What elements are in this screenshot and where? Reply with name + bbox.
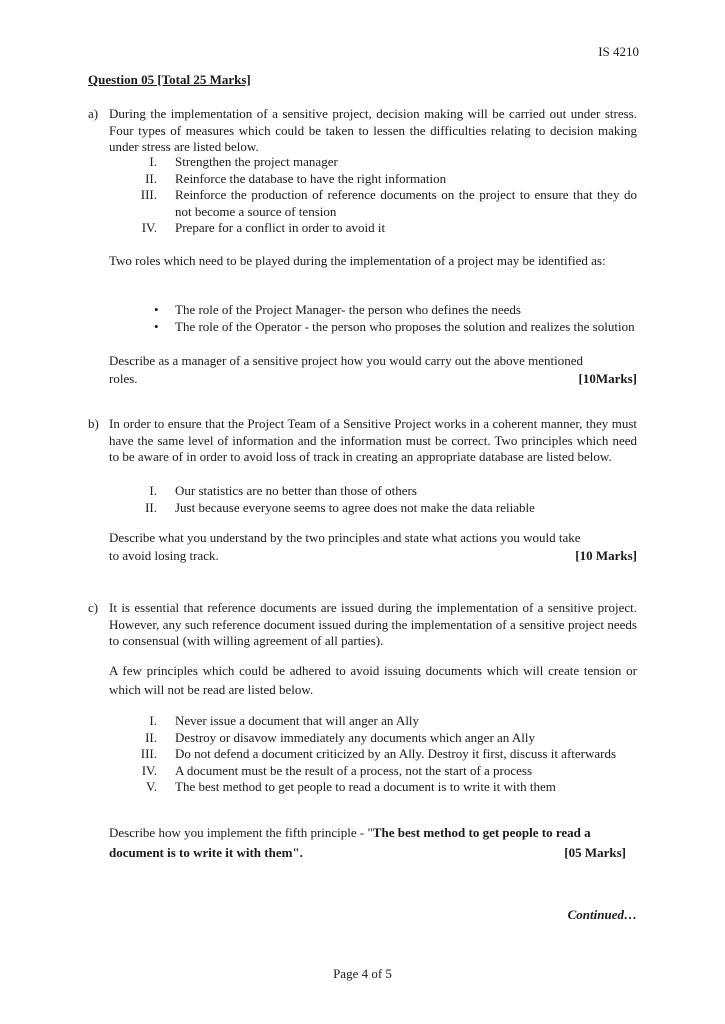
part-b-task-marks-row [109, 548, 637, 565]
list-item [152, 302, 637, 319]
list-number: IV. [141, 762, 157, 778]
list-number: I. [149, 483, 157, 498]
list-item [120, 713, 637, 730]
part-a-measures-list [120, 154, 637, 237]
list-text: Our statistics are no better than those of others [175, 483, 417, 498]
list-item [120, 171, 637, 188]
list-text: Destroy or disavow immediately any documents which anger an Ally [175, 729, 535, 745]
course-code: IS 4210 [598, 44, 639, 59]
list-item [120, 763, 637, 780]
list-text: Reinforce the production of reference documents on the project to ensure that they do not become a source of tension [175, 187, 637, 219]
part-b-marker: b) [88, 416, 99, 431]
bullet-icon: • [154, 302, 159, 317]
list-text: Just because everyone seems to agree does not make the data reliable [175, 499, 535, 515]
list-text: Never issue a document that will anger an Ally [175, 713, 420, 728]
part-c-marks: [05 Marks] [564, 845, 626, 860]
part-c-task-bold-line1: The best method to get people to read a [372, 825, 591, 840]
part-b-task-line2: to avoid losing track. [109, 548, 219, 563]
part-a-marks: [10Marks] [578, 371, 637, 386]
bullet-icon: • [154, 318, 159, 334]
list-item [120, 746, 637, 763]
list-item [120, 500, 637, 517]
list-number: II. [145, 170, 157, 186]
list-item [120, 483, 637, 500]
list-text: Do not defend a document criticized by an Ally. Destroy it first, discuss it afterwards [175, 746, 617, 761]
part-b-principles-list [120, 483, 637, 516]
part-a-marker: a) [88, 106, 99, 121]
part-b-intro: In order to ensure that the Project Team of a Sensitive Project works in a coherent manner, they must have the same level of information and the information must be correct. Two principles which need to be aware of in order to avoid loss of track in creating an appropriate database are listed below. [109, 416, 637, 464]
list-item [120, 730, 637, 747]
question-title: Question 05 [Total 25 Marks] [88, 72, 251, 87]
part-c-task-line1 [109, 825, 637, 842]
list-text: The best method to get people to read a document is to write it with them [175, 779, 556, 794]
list-item [120, 154, 637, 171]
part-b-marks: [10 Marks] [575, 548, 637, 563]
part-a-task-line2: roles. [109, 371, 138, 386]
list-text: Strengthen the project manager [175, 154, 338, 169]
part-c-task-marks-row [109, 845, 626, 862]
part-c-intro: It is essential that reference documents are issued during the implementation of a sensitive project. However, any such reference document issued during the implementation of a sensitive project needs to consensual (with willing agreement of all parties). [109, 600, 637, 648]
part-c-principles-intro: A few principles which could be adhered to avoid issuing documents which will create tension or which will not be read are listed below. [109, 663, 637, 697]
list-number: IV. [141, 220, 157, 235]
list-text: A document must be the result of a process, not the start of a process [175, 762, 533, 778]
part-a-task-line1: Describe as a manager of a sensitive project how you would carry out the above mentioned [109, 353, 583, 368]
part-c-task-prefix: Describe how you implement the fifth principle - " [109, 825, 373, 840]
list-text: Prepare for a conflict in order to avoid it [175, 220, 386, 235]
page-number: Page 4 of 5 [333, 966, 392, 981]
part-a-roles-intro: Two roles which need to be played during the implementation of a project may be identified as: [109, 253, 606, 268]
list-number: III. [140, 187, 157, 202]
part-a-roles-list [152, 302, 637, 335]
list-number: V. [146, 779, 157, 794]
list-item [120, 220, 637, 237]
list-item [120, 779, 637, 796]
list-number: I. [149, 154, 157, 169]
part-c-marker: c) [88, 600, 99, 615]
list-number: I. [149, 713, 157, 728]
part-a-intro: During the implementation of a sensitive project, decision making will be carried out under stress. Four types of measures which could be taken to lessen the difficulties relating to decision making under stress are listed below. [109, 106, 637, 154]
part-c-task-bold-line2: document is to write it with them". [109, 845, 303, 860]
list-text: The role of the Project Manager- the person who defines the needs [175, 302, 521, 317]
list-item [152, 319, 637, 336]
list-number: II. [145, 499, 157, 515]
list-text: Reinforce the database to have the right information [175, 170, 447, 186]
list-item [120, 187, 637, 220]
part-a-task-marks-row [109, 371, 637, 388]
continued-label: Continued… [567, 907, 637, 922]
list-number: III. [140, 746, 157, 761]
part-b-task-line1: Describe what you understand by the two principles and state what actions you would take [109, 530, 581, 545]
part-c-principles-list [120, 713, 637, 796]
list-text: The role of the Operator - the person who proposes the solution and realizes the solution [175, 318, 635, 334]
list-number: II. [145, 729, 157, 745]
